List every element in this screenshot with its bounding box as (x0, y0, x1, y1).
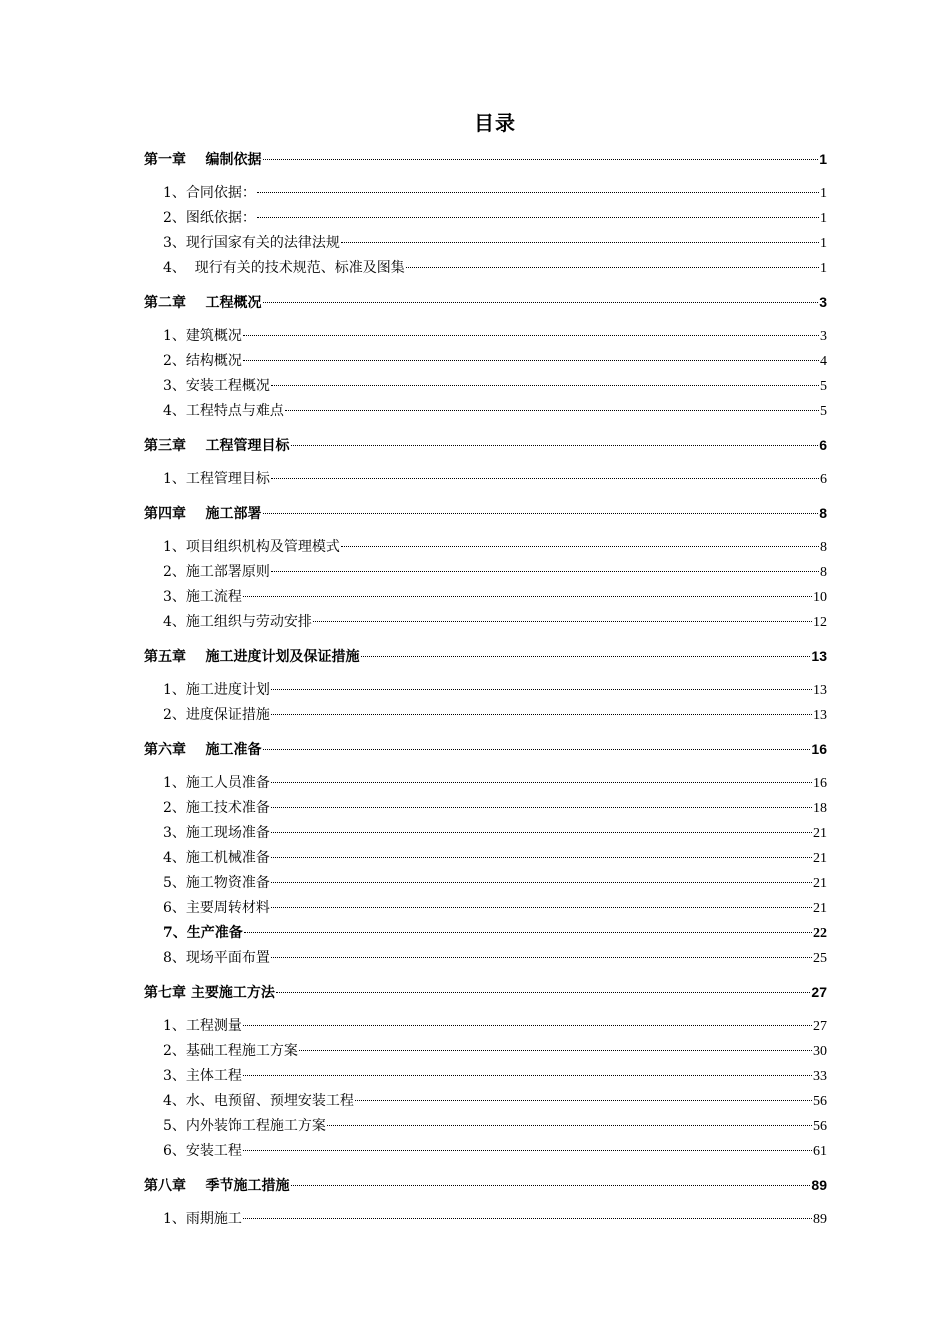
section-page-number: 12 (813, 615, 827, 630)
chapter-spacer (186, 148, 206, 173)
section-title: 2、进度保证措施 (163, 707, 270, 723)
section-page-number: 21 (813, 851, 827, 866)
section-page-number: 13 (813, 683, 827, 698)
dot-leader (243, 596, 812, 597)
section-page-number: 5 (820, 404, 827, 419)
section-title: 1、雨期施工 (163, 1211, 242, 1227)
chapter-title: 主要施工方法 (190, 985, 275, 1001)
section-page-number: 1 (820, 186, 827, 201)
section-page-number: 22 (813, 926, 827, 941)
section-title: 4、施工机械准备 (163, 850, 270, 866)
section-page-number: 1 (820, 211, 827, 226)
dot-leader (257, 217, 819, 218)
toc-section-entry[interactable] (144, 231, 827, 256)
section-title: 1、工程测量 (163, 1018, 242, 1034)
toc-section-entry[interactable] (144, 703, 827, 728)
dot-leader (361, 656, 811, 657)
section-page-number: 3 (820, 329, 827, 344)
chapter-spacer (186, 434, 206, 459)
toc-chapter-group (144, 980, 827, 1164)
dot-leader (271, 478, 819, 479)
dot-leader (271, 957, 812, 958)
toc-section-entry[interactable] (144, 256, 827, 281)
dot-leader (243, 1218, 812, 1219)
toc-section-entry[interactable] (144, 921, 827, 946)
dot-leader (243, 1075, 812, 1076)
dot-leader (243, 1150, 812, 1151)
toc-section-entry[interactable] (144, 1089, 827, 1114)
dot-leader (263, 302, 819, 303)
dot-leader (271, 807, 812, 808)
toc-section-entry[interactable] (144, 871, 827, 896)
chapter-number: 第四章 (144, 506, 186, 522)
toc-section-entry[interactable] (144, 796, 827, 821)
chapter-title: 施工部署 (205, 506, 262, 522)
toc-chapter-entry[interactable] (144, 290, 827, 315)
section-title: 2、施工部署原则 (163, 564, 270, 580)
toc-section-entry[interactable] (144, 896, 827, 921)
chapter-spacer (186, 645, 206, 670)
toc-chapter-entry[interactable] (144, 433, 827, 458)
section-title: 5、施工物资准备 (163, 875, 270, 891)
dot-leader (263, 513, 819, 514)
dot-leader (271, 907, 812, 908)
dot-leader (243, 360, 819, 361)
toc-chapter-entry[interactable] (144, 644, 827, 669)
section-title: 3、主体工程 (163, 1068, 242, 1084)
toc-section-entry[interactable] (144, 374, 827, 399)
chapter-page-number: 89 (811, 1177, 827, 1193)
toc-section-entry[interactable] (144, 585, 827, 610)
section-title: 3、施工现场准备 (163, 825, 270, 841)
section-page-number: 6 (820, 472, 827, 487)
chapter-number: 第三章 (144, 438, 186, 454)
toc-section-entry[interactable] (144, 1207, 827, 1232)
toc-section-entry[interactable] (144, 560, 827, 585)
chapter-number: 第二章 (144, 295, 186, 311)
toc-section-entry[interactable] (144, 610, 827, 635)
dot-leader (285, 410, 819, 411)
chapter-title: 季节施工措施 (205, 1178, 290, 1194)
toc-section-entry[interactable] (144, 1064, 827, 1089)
section-title: 7、生产准备 (163, 925, 243, 941)
dot-leader (271, 689, 812, 690)
dot-leader (291, 1185, 811, 1186)
section-page-number: 10 (813, 590, 827, 605)
dot-leader (271, 385, 819, 386)
toc-chapter-entry[interactable] (144, 737, 827, 762)
dot-leader (276, 992, 811, 993)
section-page-number: 56 (813, 1119, 827, 1134)
toc-section-entry[interactable] (144, 324, 827, 349)
section-title: 3、现行国家有关的法律法规 (163, 235, 340, 251)
section-title: 4、水、电预留、预埋安装工程 (163, 1093, 354, 1109)
chapter-page-number: 13 (811, 648, 827, 664)
section-page-number: 18 (813, 801, 827, 816)
toc-chapter-group (144, 147, 827, 281)
section-page-number: 5 (820, 379, 827, 394)
dot-leader (341, 546, 819, 547)
section-page-number: 33 (813, 1069, 827, 1084)
toc-chapter-entry[interactable] (144, 980, 827, 1005)
chapter-title: 施工准备 (205, 742, 262, 758)
section-page-number: 27 (813, 1019, 827, 1034)
dot-leader (299, 1050, 812, 1051)
toc-chapter-group (144, 290, 827, 424)
section-page-number: 16 (813, 776, 827, 791)
chapter-spacer (186, 291, 206, 316)
toc-chapter-group (144, 737, 827, 971)
chapter-page-number: 27 (811, 984, 827, 1000)
chapter-page-number: 3 (819, 294, 827, 310)
chapter-title: 施工进度计划及保证措施 (205, 649, 360, 665)
chapter-spacer (186, 502, 206, 527)
section-page-number: 56 (813, 1094, 827, 1109)
chapter-title: 工程管理目标 (205, 438, 290, 454)
section-title: 1、合同依据： (163, 185, 256, 201)
section-title: 6、主要周转材料 (163, 900, 270, 916)
dot-leader (271, 857, 812, 858)
chapter-title: 编制依据 (205, 152, 262, 168)
section-title: 3、安装工程概况 (163, 378, 270, 394)
dot-leader (244, 932, 812, 933)
section-title: 1、项目组织机构及管理模式 (163, 539, 340, 555)
section-title: 1、施工人员准备 (163, 775, 270, 791)
section-title: 3、施工流程 (163, 589, 242, 605)
section-page-number: 21 (813, 901, 827, 916)
section-page-number: 21 (813, 826, 827, 841)
chapter-page-number: 1 (819, 151, 827, 167)
section-page-number: 61 (813, 1144, 827, 1159)
toc-section-entry[interactable] (144, 206, 827, 231)
toc-section-entry[interactable] (144, 821, 827, 846)
toc-section-entry[interactable] (144, 1014, 827, 1039)
chapter-number: 第七章 (144, 985, 186, 1001)
section-title: 4、 现行有关的技术规范、标准及图集 (163, 260, 405, 276)
section-title: 1、建筑概况 (163, 328, 242, 344)
chapter-spacer (186, 1174, 206, 1199)
section-title: 4、工程特点与难点 (163, 403, 284, 419)
section-title: 1、工程管理目标 (163, 471, 270, 487)
section-page-number: 13 (813, 708, 827, 723)
dot-leader (406, 267, 819, 268)
chapter-number: 第六章 (144, 742, 186, 758)
section-title: 2、结构概况 (163, 353, 242, 369)
toc-chapter-entry[interactable] (144, 501, 827, 526)
toc-section-entry[interactable] (144, 181, 827, 206)
toc-title: 目录 (474, 111, 516, 135)
chapter-page-number: 8 (819, 505, 827, 521)
dot-leader (243, 1025, 812, 1026)
toc-section-entry[interactable] (144, 1139, 827, 1164)
table-of-contents (144, 147, 827, 1232)
toc-section-entry[interactable] (144, 535, 827, 560)
section-page-number: 21 (813, 876, 827, 891)
dot-leader (243, 335, 819, 336)
toc-section-entry[interactable] (144, 399, 827, 424)
dot-leader (341, 242, 819, 243)
toc-section-entry[interactable] (144, 678, 827, 703)
chapter-number: 第一章 (144, 152, 186, 168)
section-title: 5、内外装饰工程施工方案 (163, 1118, 326, 1134)
section-page-number: 1 (820, 236, 827, 251)
dot-leader (271, 832, 812, 833)
chapter-page-number: 16 (811, 741, 827, 757)
toc-chapter-group (144, 644, 827, 728)
toc-section-entry[interactable] (144, 771, 827, 796)
toc-section-entry[interactable] (144, 349, 827, 374)
section-title: 6、安装工程 (163, 1143, 242, 1159)
section-title: 2、施工技术准备 (163, 800, 270, 816)
section-title: 8、现场平面布置 (163, 950, 270, 966)
chapter-number: 第八章 (144, 1178, 186, 1194)
section-page-number: 25 (813, 951, 827, 966)
dot-leader (313, 621, 812, 622)
toc-chapter-entry[interactable] (144, 147, 827, 172)
dot-leader (355, 1100, 812, 1101)
dot-leader (263, 749, 811, 750)
toc-section-entry[interactable] (144, 846, 827, 871)
toc-section-entry[interactable] (144, 946, 827, 971)
dot-leader (271, 882, 812, 883)
chapter-spacer (186, 738, 206, 763)
section-page-number: 89 (813, 1212, 827, 1227)
section-title: 1、施工进度计划 (163, 682, 270, 698)
toc-chapter-group (144, 433, 827, 492)
dot-leader (263, 159, 819, 160)
section-page-number: 30 (813, 1044, 827, 1059)
dot-leader (327, 1125, 812, 1126)
dot-leader (291, 445, 819, 446)
toc-section-entry[interactable] (144, 1039, 827, 1064)
section-title: 2、基础工程施工方案 (163, 1043, 298, 1059)
section-page-number: 4 (820, 354, 827, 369)
toc-section-entry[interactable] (144, 1114, 827, 1139)
dot-leader (271, 714, 812, 715)
toc-chapter-entry[interactable] (144, 1173, 827, 1198)
section-title: 2、图纸依据： (163, 210, 256, 226)
toc-chapter-group (144, 1173, 827, 1232)
section-page-number: 8 (820, 565, 827, 580)
dot-leader (271, 782, 812, 783)
dot-leader (257, 192, 819, 193)
toc-chapter-group (144, 501, 827, 635)
section-title: 4、施工组织与劳动安排 (163, 614, 312, 630)
section-page-number: 8 (820, 540, 827, 555)
toc-section-entry[interactable] (144, 467, 827, 492)
dot-leader (271, 571, 819, 572)
chapter-number: 第五章 (144, 649, 186, 665)
chapter-page-number: 6 (819, 437, 827, 453)
chapter-title: 工程概况 (205, 295, 262, 311)
section-page-number: 1 (820, 261, 827, 276)
